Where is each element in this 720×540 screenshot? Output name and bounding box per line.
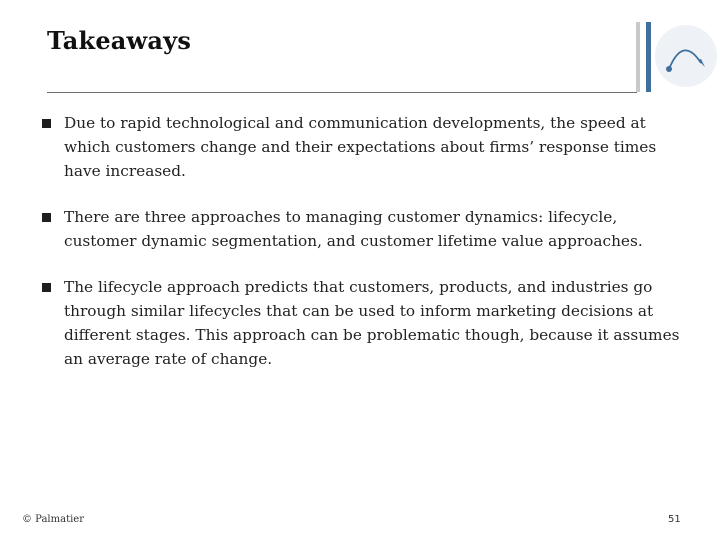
square-bullet-icon <box>42 283 51 292</box>
title-divider <box>47 92 637 93</box>
decorative-gray-bar <box>636 22 640 92</box>
bullet-text: There are three approaches to managing customer dynamics: lifecycle, customer dynamic segmentation, and customer lifetime value approaches. <box>64 208 643 250</box>
page-number: 51 <box>668 514 681 525</box>
bullet-list <box>42 111 692 393</box>
bullet-item <box>42 205 692 253</box>
bullet-text: The lifecycle approach predicts that customers, products, and industries go through similar lifecycles that can be used to inform marketing decisions at different stages. This approach can be problematic though, because it assumes an average rate of change. <box>64 278 680 368</box>
slide-title: Takeaways <box>47 26 192 55</box>
decorative-blue-bar <box>646 22 651 92</box>
copyright-footer: © Palmatier <box>22 514 84 525</box>
curve-arrow-icon <box>655 25 717 87</box>
square-bullet-icon <box>42 213 51 222</box>
bullet-text: Due to rapid technological and communication developments, the speed at which customers change and their expectations about firms’ response times have increased. <box>64 114 657 180</box>
bullet-item <box>42 111 692 183</box>
bullet-item <box>42 275 692 371</box>
square-bullet-icon <box>42 119 51 128</box>
